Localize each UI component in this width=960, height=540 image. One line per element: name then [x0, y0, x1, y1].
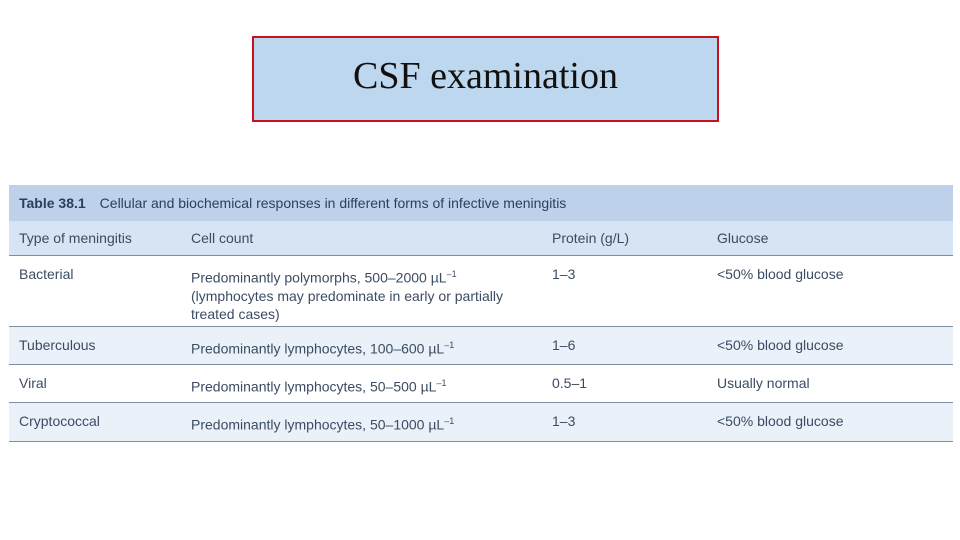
- cell-count-text: Predominantly lymphocytes, 100–600 µL: [191, 340, 445, 357]
- cell-glucose: <50% blood glucose: [707, 256, 953, 327]
- header-glucose: Glucose: [707, 221, 953, 256]
- table-row: [9, 403, 953, 442]
- table-row: [9, 327, 953, 365]
- data-table: [9, 221, 953, 442]
- table-caption-text: Cellular and biochemical responses in different forms of infective meningitis: [99, 195, 567, 211]
- header-protein: Protein (g/L): [542, 221, 707, 256]
- cell-type: Bacterial: [9, 256, 181, 327]
- cell-protein: 0.5–1: [542, 365, 707, 403]
- slide-title: CSF examination: [353, 55, 618, 97]
- unit-exponent: –1: [444, 340, 455, 350]
- cell-glucose: <50% blood glucose: [707, 403, 953, 442]
- table-row: [9, 365, 953, 403]
- cell-protein: 1–3: [542, 403, 707, 442]
- cell-count: [181, 403, 542, 442]
- table-caption-label: Table 38.1: [19, 195, 86, 211]
- table-row: [9, 256, 953, 327]
- cell-glucose: Usually normal: [707, 365, 953, 403]
- cell-count-text: Predominantly lymphocytes, 50–500 µL: [191, 378, 437, 395]
- cell-count: [181, 327, 542, 365]
- header-type: Type of meningitis: [9, 221, 181, 256]
- unit-exponent: –1: [436, 378, 447, 388]
- unit-exponent: –1: [446, 269, 457, 279]
- cell-count: [181, 256, 542, 327]
- cell-protein: 1–3: [542, 256, 707, 327]
- cell-type: Viral: [9, 365, 181, 403]
- cell-protein: 1–6: [542, 327, 707, 365]
- cell-count-note: (lymphocytes may predominate in early or partially treated cases): [191, 287, 504, 322]
- meningitis-table: [9, 185, 953, 442]
- cell-type: Cryptococcal: [9, 403, 181, 442]
- cell-type: Tuberculous: [9, 327, 181, 365]
- unit-exponent: –1: [444, 416, 455, 426]
- header-cell-count: Cell count: [181, 221, 542, 256]
- cell-count-text: Predominantly polymorphs, 500–2000 µL: [191, 269, 447, 286]
- cell-count-text: Predominantly lymphocytes, 50–1000 µL: [191, 416, 445, 433]
- header-row: [9, 221, 953, 256]
- slide-title-box: [252, 36, 719, 122]
- cell-count: [181, 365, 542, 403]
- cell-glucose: <50% blood glucose: [707, 327, 953, 365]
- table-caption: [9, 185, 953, 221]
